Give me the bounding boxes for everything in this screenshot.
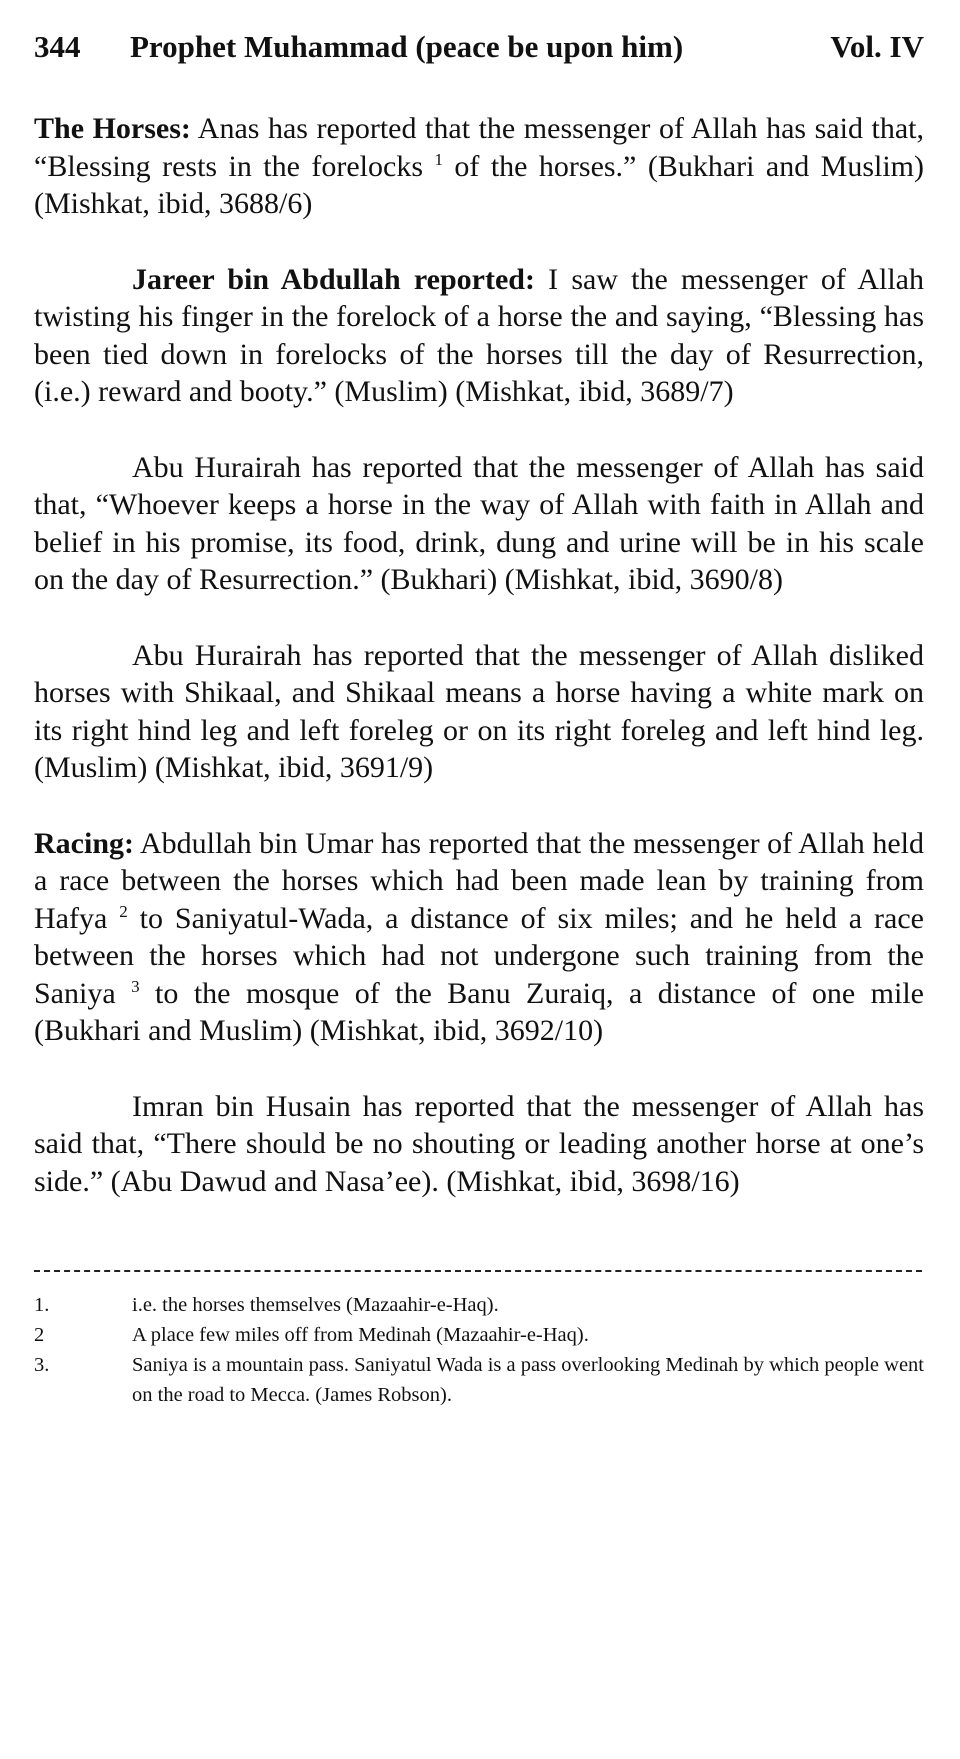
footnote-text: Saniya is a mountain pass. Saniyatul Wada is a pass overlooking Medinah by which people went on the road to Mecca. (James Robson).: [132, 1354, 924, 1406]
footnotes: [34, 1290, 924, 1410]
section-heading-the-horses: The Horses:: [34, 112, 191, 145]
paragraph-jareer: [34, 261, 924, 411]
paragraph-abu-hurairah-2: [34, 637, 924, 787]
footnote-2: [34, 1320, 924, 1350]
footnote-mark: 3.: [34, 1354, 50, 1376]
paragraph-text: Abu Hurairah has reported that the messenger of Allah disliked horses with Shikaal, and Shikaal means a horse having a white mark on its right hind leg and left foreleg or on its right foreleg and left hind leg. (Muslim) (Mishkat, ibid, 3691/9): [34, 638, 924, 784]
paragraph-the-horses: [34, 110, 924, 223]
footnote-mark: 1.: [34, 1294, 50, 1316]
paragraph-text: of the horses.” (Bukhari and Muslim) (Mishkat, ibid, 3688/6): [34, 149, 924, 220]
book-title: Prophet Muhammad (peace be upon him): [130, 29, 684, 64]
footnote-3: [34, 1350, 924, 1410]
footnote-mark: 2: [34, 1324, 45, 1346]
section-heading-racing: Racing:: [34, 826, 134, 860]
page-number: 344: [34, 29, 81, 64]
footnote-ref-2[interactable]: 2: [119, 901, 128, 921]
paragraph-racing: [34, 825, 924, 1050]
footnote-text: i.e. the horses themselves (Mazaahir-e-Haq).: [132, 1294, 499, 1316]
paragraph-text: Anas has reported that the messenger of Allah has said that, “Blessing rests in the forelocks: [34, 112, 924, 183]
paragraph-imran: [34, 1088, 924, 1201]
paragraph-text: to Saniyatul-Wada, a distance of six miles; and he held a race between the horses which had not undergone such training from the Saniya: [34, 901, 924, 1010]
footnote-ref-1[interactable]: 1: [434, 149, 443, 169]
paragraph-text: Imran bin Husain has reported that the messenger of Allah has said that, “There should be no shouting or leading another horse at one’s side.” (Abu Dawud and Nasa’ee). (Mishkat, ibid, 3698/16): [34, 1089, 924, 1198]
paragraph-abu-hurairah-1: [34, 449, 924, 599]
footnote-divider: [34, 1270, 922, 1272]
paragraph-lead-jareer: Jareer bin Abdullah reported:: [132, 262, 535, 296]
paragraph-text: Abdullah bin Umar has reported that the messenger of Allah held a race between the horses which had been made lean by training from Hafya: [34, 826, 924, 935]
footnote-ref-3[interactable]: 3: [131, 976, 140, 996]
paragraph-text: I saw the messenger of Allah twisting his finger in the forelock of a horse the and saying, “Blessing has been tied down in forelocks of the horses till the day of Resurrection, (i.e.) reward and booty.” (Muslim) (Mishkat, ibid, 3689/7): [34, 262, 925, 408]
running-header: [34, 22, 924, 72]
footnote-text: A place few miles off from Medinah (Mazaahir-e-Haq).: [132, 1324, 589, 1346]
footnote-1: [34, 1290, 924, 1320]
volume-label: Vol. IV: [830, 29, 924, 64]
paragraph-text: Abu Hurairah has reported that the messenger of Allah has said that, “Whoever keeps a horse in the way of Allah with faith in Allah and belief in his promise, its food, drink, dung and urine will be in his scale on the day of Resurrection.” (Bukhari) (Mishkat, ibid, 3690/8): [34, 450, 924, 596]
paragraph-text: to the mosque of the Banu Zuraiq, a distance of one mile (Bukhari and Muslim) (Mishkat, ibid, 3692/10): [34, 976, 924, 1047]
